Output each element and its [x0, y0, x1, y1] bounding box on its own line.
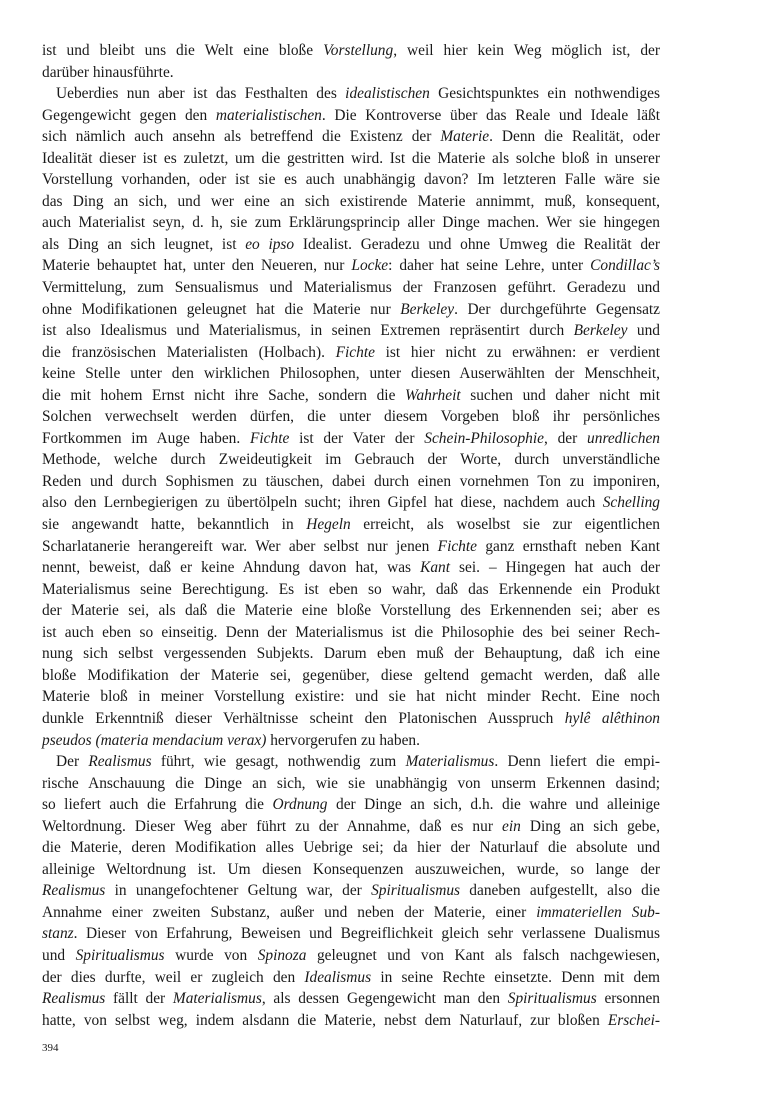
text-line: Vorstellung vorhanden, oder ist sie es auch unabhängig davon? Im letzteren Falle wäre sie — [42, 171, 660, 189]
text-line: nennt, beweist, daß er keine Ahndung davon hat, was Kant sei. – Hingegen hat auch der — [42, 559, 660, 577]
text-line: das Ding an sich, und wer eine an sich existirende Materie annimmt, muß, konsequent, — [42, 192, 660, 210]
text-line: Solchen verwechselt werden dürfen, die unter diesem Vorgeben bloß ihr persönliches — [42, 408, 660, 426]
text-line: Realismus fällt der Materialismus, als dessen Gegengewicht man den Spiritualismus ersonnen — [42, 990, 661, 1008]
text-line: keine Stelle unter den wirklichen Philosophen, unter diesen Auserwählten der Menschheit, — [42, 365, 660, 383]
text-line: ist und bleibt uns die Welt eine bloße Vorstellung, weil hier kein Weg möglich ist, der — [42, 42, 660, 59]
text-line: die mit hohem Ernst nicht ihre Sache, sondern die Wahrheit suchen und daher nicht mit — [42, 386, 660, 404]
text-line: Materialismus seine Berechtigung. Es ist eben so wahr, daß das Erkennende ein Produkt — [42, 580, 660, 598]
text-line: Ueberdies nun aber ist das Festhalten des idealistischen Gesichtspunktes ein nothwendiges — [56, 85, 661, 103]
text-line: nung sich selbst vergessenden Subjekts. Darum eben muß der Behauptung, daß ich eine — [42, 645, 660, 663]
text-line: so liefert auch die Erfahrung die Ordnung der Dinge an sich, d.h. die wahre und alleinige — [42, 796, 660, 814]
text-line: Gegengewicht gegen den materialistischen. Die Kontroverse über das Reale und Ideale läßt — [42, 106, 660, 124]
text-line: ist also Idealismus und Materialismus, in seinen Extremen repräsentirt durch Berkeley und — [42, 322, 660, 340]
text-line: der dies durfte, weil er zugleich den Idealismus in seine Rechte einsetzte. Denn mit dem — [42, 968, 660, 986]
text-line: pseudos (materia mendacium verax) hervorgerufen zu haben. — [42, 731, 420, 749]
text-line: und Spiritualismus wurde von Spinoza geleugnet und von Kant als falsch nachgewiesen, — [42, 946, 661, 964]
text-line: Weltordnung. Dieser Weg aber führt zu der Annahme, daß es nur ein Ding an sich gebe, — [42, 817, 660, 835]
text-line: ohne Modifikationen geleugnet hat die Materie nur Berkeley. Der durchgeführte Gegensatz — [42, 300, 661, 318]
page-number: 394 — [42, 1042, 59, 1054]
text-line: Methode, welche durch Zweideutigkeit im Gebrauch der Worte, durch unverständliche — [42, 451, 660, 469]
text-line: rische Anschauung die Dinge an sich, wie sie unabhängig von unserm Erkennen dasind; — [42, 774, 660, 792]
text-line: Der Realismus führt, wie gesagt, nothwendig zum Materialismus. Denn liefert die empi- — [56, 753, 660, 771]
text-line: Realismus in unangefochtener Geltung war, der Spiritualismus daneben aufgestellt, also die — [42, 882, 660, 900]
text-line: stanz. Dieser von Erfahrung, Beweisen und Begreiflichkeit gleich sehr verlassene Dualismus — [42, 925, 660, 943]
text-line: also den Lernbegierigen zu übertölpeln sucht; ihren Gipfel hat diese, nachdem auch Schelling — [42, 494, 660, 512]
text-line: Vermittelung, zum Sensualismus und Materialismus der Franzosen geführt. Geradezu und — [42, 279, 660, 297]
text-line: Materie behauptet hat, unter den Neueren, nur Locke: daher hat seine Lehre, unter Condillac’s — [42, 257, 660, 275]
text-line: darüber hinausführte. — [42, 63, 174, 81]
text-line: Reden und durch Sophismen zu täuschen, dabei durch einen vornehmen Ton zu imponiren, — [42, 472, 660, 490]
text-line: sich nämlich auch ansehn als betreffend die Existenz der Materie. Denn die Realität, oder — [42, 128, 660, 146]
text-line: ist auch eben so einseitig. Denn der Materialismus ist die Philosophie des bei seiner Rech- — [42, 623, 660, 641]
text-line: alleinige Weltordnung ist. Um diesen Konsequenzen auszuweichen, wurde, so lange der — [42, 860, 660, 878]
text-line: Materie bloß in meiner Vorstellung existire: und sie hat nicht minder Recht. Eine noch — [42, 688, 660, 706]
text-line: der Materie sei, als daß die Materie eine bloße Vorstellung des Erkennenden sei; aber es — [42, 602, 660, 620]
text-line: Idealität dieser ist es zuletzt, um die gestritten wird. Ist die Materie als solche bloß in unserer — [42, 149, 660, 167]
text-line: auch Materialist seyn, d. h, sie zum Erklärungsprincip aller Dinge machen. Wer sie hingegen — [42, 214, 660, 232]
text-line: die Materie, deren Modifikation alles Uebrige sei; da hier der Naturlauf die absolute und — [42, 839, 660, 857]
text-line: Fortkommen im Auge haben. Fichte ist der Vater der Schein-Philosophie, der unredlichen — [42, 429, 660, 447]
text-line: bloße Modifikation der Materie sei, gegenüber, diese geltend gemacht werden, daß alle — [42, 666, 660, 684]
text-line: dunkle Erkenntniß dieser Verhältnisse scheint den Platonischen Ausspruch hylê alêthinon — [42, 709, 660, 727]
text-line: Scharlatanerie herangereift war. Wer aber selbst nur jenen Fichte ganz ernsthaft neben Kant — [42, 537, 660, 555]
text-line: sie angewandt hatte, bekanntlich in Hegeln erreicht, als woselbst sie zur eigentlichen — [42, 516, 660, 534]
page-body — [42, 40, 660, 1031]
text-line: Annahme einer zweiten Substanz, außer und neben der Materie, einer immateriellen Sub- — [42, 903, 660, 921]
text-line: hatte, von selbst weg, indem alsdann die Materie, nebst dem Naturlauf, zur bloßen Erschei- — [42, 1011, 660, 1029]
text-line: die französischen Materialisten (Holbach). Fichte ist hier nicht zu erwähnen: er verdient — [42, 343, 660, 361]
text-line: als Ding an sich leugnet, ist eo ipso Idealist. Geradezu und ohne Umweg die Realität der — [42, 235, 660, 253]
